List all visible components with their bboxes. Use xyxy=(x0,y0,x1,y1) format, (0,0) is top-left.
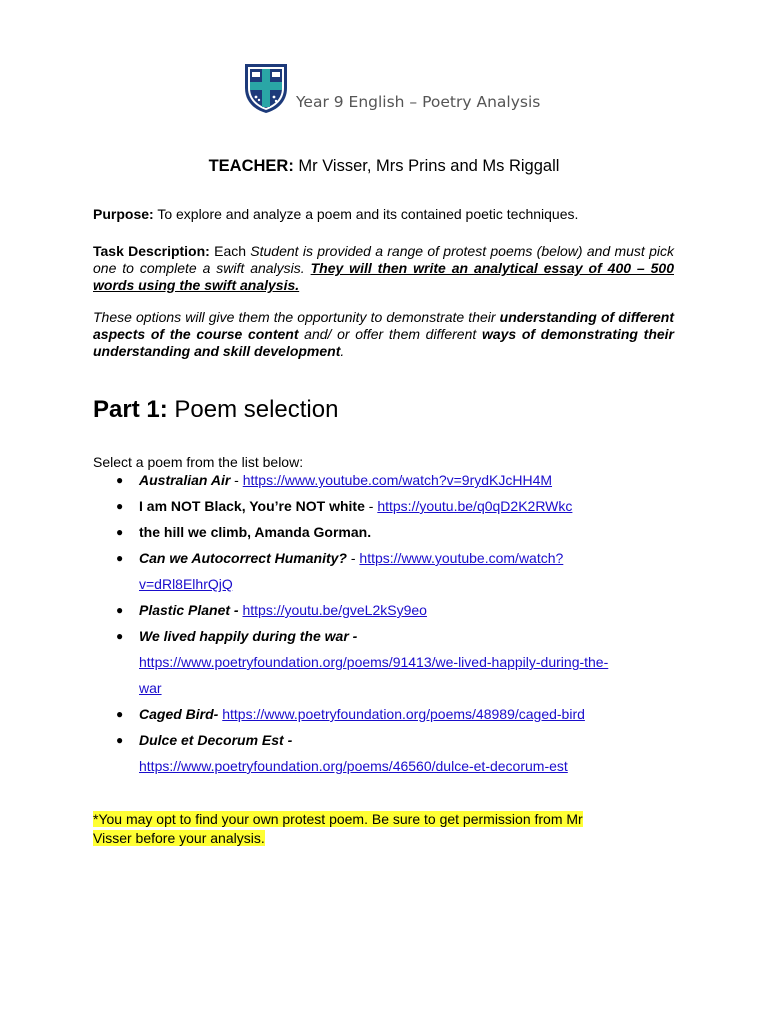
bullet-icon: ● xyxy=(116,733,124,747)
poem-link-continued[interactable]: war xyxy=(139,680,162,696)
bullet-icon: ● xyxy=(116,551,124,565)
poem-link-continued[interactable]: v=dRl8ElhrQjQ xyxy=(139,576,233,592)
poem-list xyxy=(93,467,683,779)
note-line-1: *You may opt to find your own protest poem. Be sure to get permission from Mr xyxy=(93,811,583,827)
purpose-paragraph xyxy=(93,206,674,223)
school-crest-icon xyxy=(243,62,289,114)
poem-separator: - xyxy=(364,498,378,514)
list-item xyxy=(93,467,683,493)
poem-title: Australian Air xyxy=(139,472,231,488)
list-item xyxy=(93,701,683,727)
list-item xyxy=(93,623,683,701)
poem-link[interactable]: https://www.poetryfoundation.org/poems/46560/dulce-et-decorum-est xyxy=(139,758,568,774)
poem-link[interactable]: https://www.poetryfoundation.org/poems/91413/we-lived-happily-during-the- xyxy=(139,654,609,670)
task-label: Task Description: xyxy=(93,243,210,259)
header-title: Year 9 English – Poetry Analysis xyxy=(296,93,541,111)
list-item xyxy=(93,519,683,545)
list-item xyxy=(93,493,683,519)
list-item xyxy=(93,597,683,623)
list-item xyxy=(93,545,683,597)
teacher-label: TEACHER: xyxy=(208,157,294,175)
purpose-label: Purpose: xyxy=(93,206,154,222)
bullet-icon: ● xyxy=(116,603,124,617)
select-intro: Select a poem from the list below: xyxy=(93,454,304,470)
poem-link[interactable]: https://youtu.be/gveL2kSy9eo xyxy=(242,602,427,618)
part-1-label: Part 1: xyxy=(93,396,168,423)
bullet-icon: ● xyxy=(116,629,124,643)
poem-title: Can we Autocorrect Humanity? xyxy=(139,550,347,566)
task-text-3: They will then write an analytical essay of 400 – 500 words using the swift analysis. xyxy=(93,260,674,293)
poem-link[interactable]: https://www.poetryfoundation.org/poems/48989/caged-bird xyxy=(222,706,585,722)
poem-title: I am NOT Black, You’re NOT white xyxy=(139,498,365,514)
options-text-3: . xyxy=(340,343,345,359)
bullet-icon: ● xyxy=(116,499,124,513)
poem-title: the hill we climb, Amanda Gorman. xyxy=(139,524,372,540)
task-text-1: Each xyxy=(209,243,251,259)
poem-link[interactable]: https://www.youtube.com/watch?v=9rydKJcHH4M xyxy=(242,472,553,488)
teacher-names: Mr Visser, Mrs Prins and Ms Riggall xyxy=(293,157,560,175)
task-description-paragraph xyxy=(93,243,674,294)
poem-link[interactable]: https://www.youtube.com/watch? xyxy=(359,550,564,566)
options-paragraph xyxy=(93,309,674,360)
bullet-icon: ● xyxy=(116,525,124,539)
list-item xyxy=(93,727,683,779)
permission-note xyxy=(93,810,653,848)
options-text-2: and/ or offer them different xyxy=(298,326,482,342)
poem-title: Dulce et Decorum Est - xyxy=(139,732,293,748)
poem-link[interactable]: https://youtu.be/q0qD2K2RWkc xyxy=(377,498,573,514)
poem-title: We lived happily during the war - xyxy=(139,628,358,644)
options-text-1: These options will give them the opportunity to demonstrate their xyxy=(93,309,500,325)
note-line-2: Visser before your analysis. xyxy=(93,830,265,846)
task-text-2: Student is provided a range of protest poems (below) and must pick one to complete a swift analysis. xyxy=(93,243,674,276)
part-1-heading xyxy=(93,396,338,424)
teacher-line xyxy=(0,157,768,176)
poem-title: Plastic Planet - xyxy=(139,602,239,618)
bullet-icon: ● xyxy=(116,473,124,487)
options-bold-2: ways of demonstrating their understanding and skill development xyxy=(93,326,674,359)
poem-separator: - xyxy=(230,472,243,488)
options-bold-1: understanding of different aspects of the course content xyxy=(93,309,674,342)
purpose-text: To explore and analyze a poem and its contained poetic techniques. xyxy=(153,206,579,222)
part-1-title: Poem selection xyxy=(167,396,339,423)
poem-title: Caged Bird- xyxy=(139,706,219,722)
bullet-icon: ● xyxy=(116,707,124,721)
poem-separator: - xyxy=(346,550,360,566)
